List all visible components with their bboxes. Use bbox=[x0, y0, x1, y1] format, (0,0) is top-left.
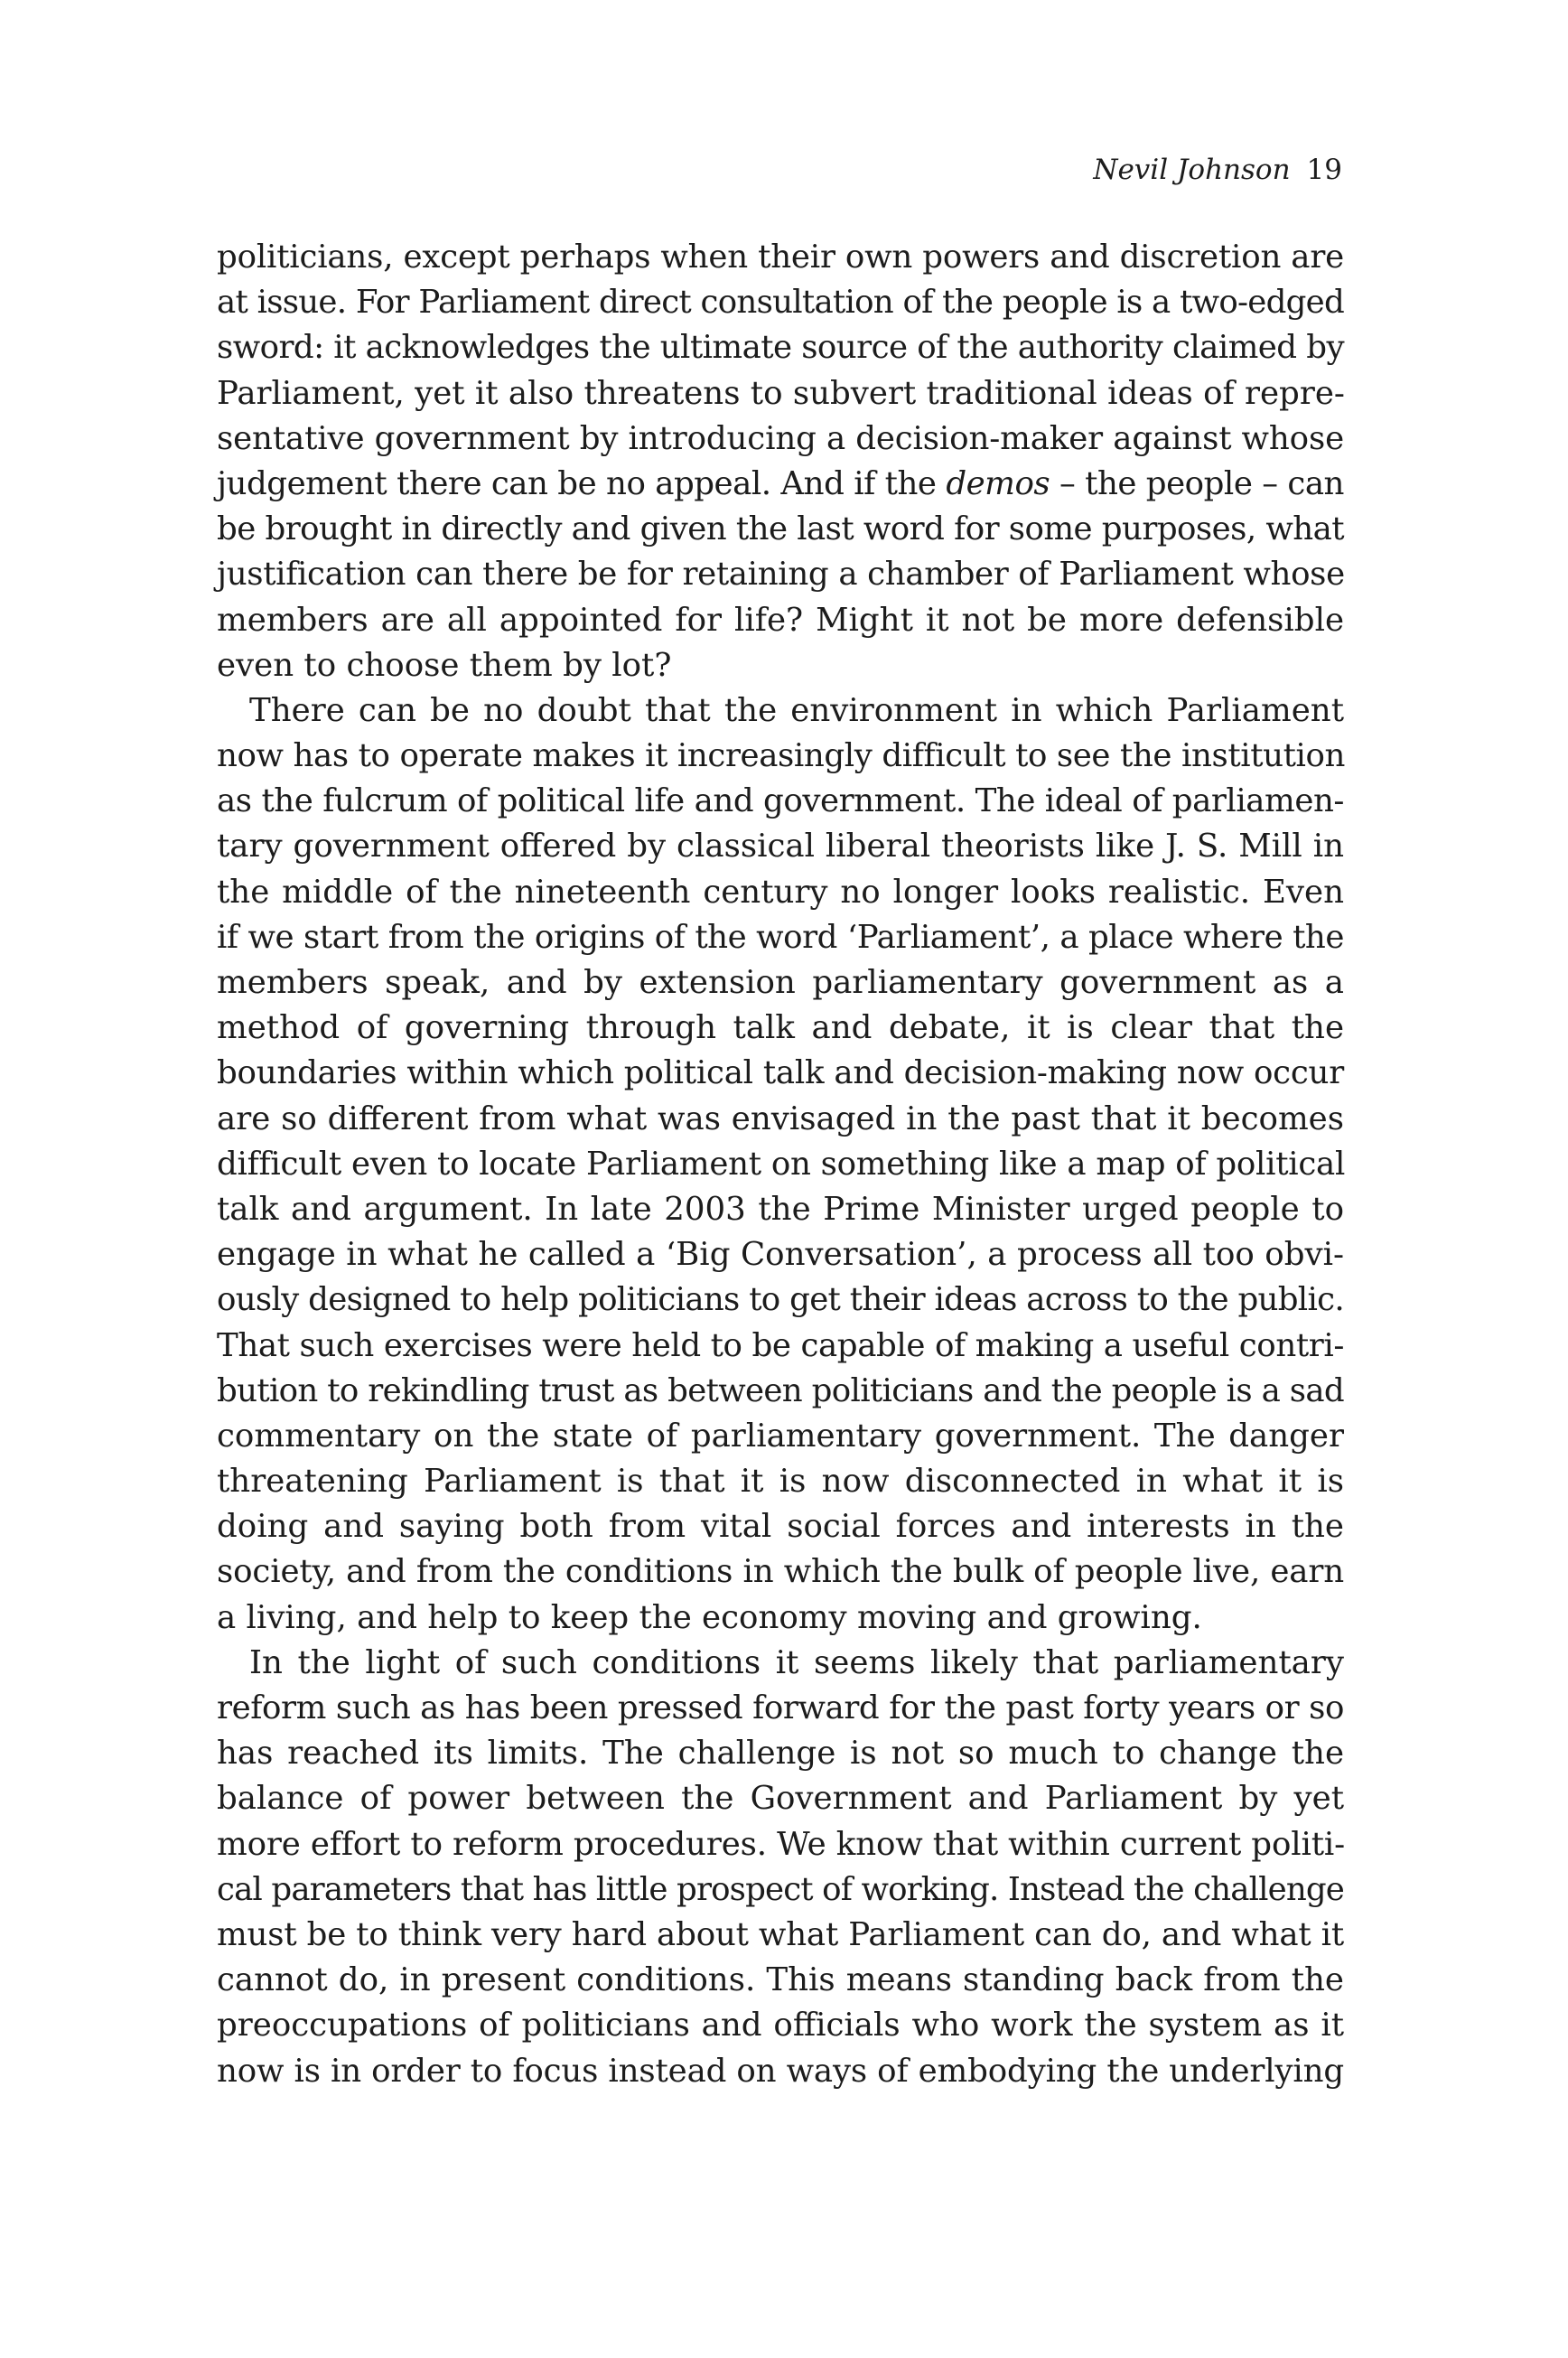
page-number: 19 bbox=[1306, 154, 1342, 186]
text-line: threatening Parliament is that it is now disconnected in what it is bbox=[217, 1463, 1344, 1501]
italic-term-demos: demos bbox=[946, 464, 1050, 502]
text-line: members speak, and by extension parliamentary government as a bbox=[217, 964, 1344, 1001]
text-line: be brought in directly and given the last word for some purposes, what bbox=[217, 510, 1344, 548]
text-line: sentative government by introducing a decision-maker against whose bbox=[217, 419, 1344, 457]
text-line: justification can there be for retaining a chamber of Parliament whose bbox=[217, 556, 1345, 594]
text-line: members are all appointed for life? Might it not be more defensible bbox=[217, 601, 1344, 639]
text-line: as the fulcrum of political life and government. The ideal of parliamen- bbox=[217, 782, 1344, 820]
text-line: doing and saying both from vital social forces and interests in the bbox=[217, 1508, 1344, 1546]
text-line: preoccupations of politicians and officials who work the system as it bbox=[217, 2007, 1344, 2045]
text-line: talk and argument. In late 2003 the Prime Minister urged people to bbox=[217, 1190, 1344, 1228]
text-line: are so different from what was envisaged in the past that it becomes bbox=[217, 1099, 1344, 1137]
text-line: the middle of the nineteenth century no longer looks realistic. Even bbox=[217, 873, 1344, 911]
text-line: ously designed to help politicians to get their ideas across to the public. bbox=[217, 1281, 1344, 1319]
text-line: balance of power between the Government and Parliament by yet bbox=[217, 1780, 1344, 1818]
text-line: reform such as has been pressed forward for the past forty years or so bbox=[217, 1689, 1344, 1726]
text-line: There can be no doubt that the environment in which Parliament bbox=[249, 691, 1344, 729]
text-line: cannot do, in present conditions. This means standing back from the bbox=[217, 1961, 1344, 1999]
text-line: at issue. For Parliament direct consultation of the people is a two-edged bbox=[217, 284, 1344, 322]
text-line: In the light of such conditions it seems likely that parliamentary bbox=[249, 1643, 1344, 1681]
text-line: society, and from the conditions in which the bulk of people live, earn bbox=[217, 1553, 1344, 1591]
text-line: even to choose them by lot? bbox=[217, 646, 672, 684]
text-line: now has to operate makes it increasingly difficult to see the institution bbox=[217, 737, 1346, 775]
text-line: more effort to reform procedures. We know that within current politi- bbox=[217, 1825, 1346, 1863]
running-head bbox=[1093, 152, 1342, 188]
text-line: That such exercises were held to be capable of making a useful contri- bbox=[217, 1326, 1344, 1364]
text-line: must be to think very hard about what Parliament can do, and what it bbox=[217, 1915, 1344, 1953]
body-text bbox=[217, 235, 1344, 2094]
text-line: boundaries within which political talk and decision-making now occur bbox=[217, 1054, 1344, 1092]
text-line: if we start from the origins of the word ‘Parliament’, a place where the bbox=[217, 918, 1344, 956]
text-line: tary government offered by classical liberal theorists like J. S. Mill in bbox=[217, 828, 1344, 866]
text-line: now is in order to focus instead on ways of embodying the underlying bbox=[217, 2052, 1344, 2090]
text-line: a living, and help to keep the economy moving and growing. bbox=[217, 1598, 1202, 1636]
text-segment: judgement there can be no appeal. And if the bbox=[217, 464, 947, 502]
text-line: commentary on the state of parliamentary government. The danger bbox=[217, 1417, 1344, 1455]
paragraph-1 bbox=[217, 235, 1344, 688]
text-line: Parliament, yet it also threatens to subvert traditional ideas of repre- bbox=[217, 374, 1345, 412]
text-line-with-italic bbox=[217, 462, 1344, 507]
paragraph-3 bbox=[217, 1641, 1344, 2094]
text-line: has reached its limits. The challenge is not so much to change the bbox=[217, 1735, 1344, 1773]
text-line: sword: it acknowledges the ultimate source of the authority claimed by bbox=[217, 329, 1344, 367]
text-line: method of governing through talk and debate, it is clear that the bbox=[217, 1009, 1344, 1047]
running-head-author: Nevil Johnson bbox=[1093, 154, 1291, 186]
text-line: engage in what he called a ‘Big Conversation’, a process all too obvi- bbox=[217, 1236, 1344, 1274]
text-line: cal parameters that has little prospect of working. Instead the challenge bbox=[217, 1870, 1344, 1908]
text-line: difficult even to locate Parliament on something like a map of political bbox=[217, 1145, 1346, 1183]
text-line: bution to rekindling trust as between politicians and the people is a sad bbox=[217, 1371, 1344, 1409]
text-segment: – the people – can bbox=[1050, 464, 1344, 502]
text-line: politicians, except perhaps when their own powers and discretion are bbox=[217, 239, 1344, 276]
paragraph-2 bbox=[217, 688, 1344, 1641]
